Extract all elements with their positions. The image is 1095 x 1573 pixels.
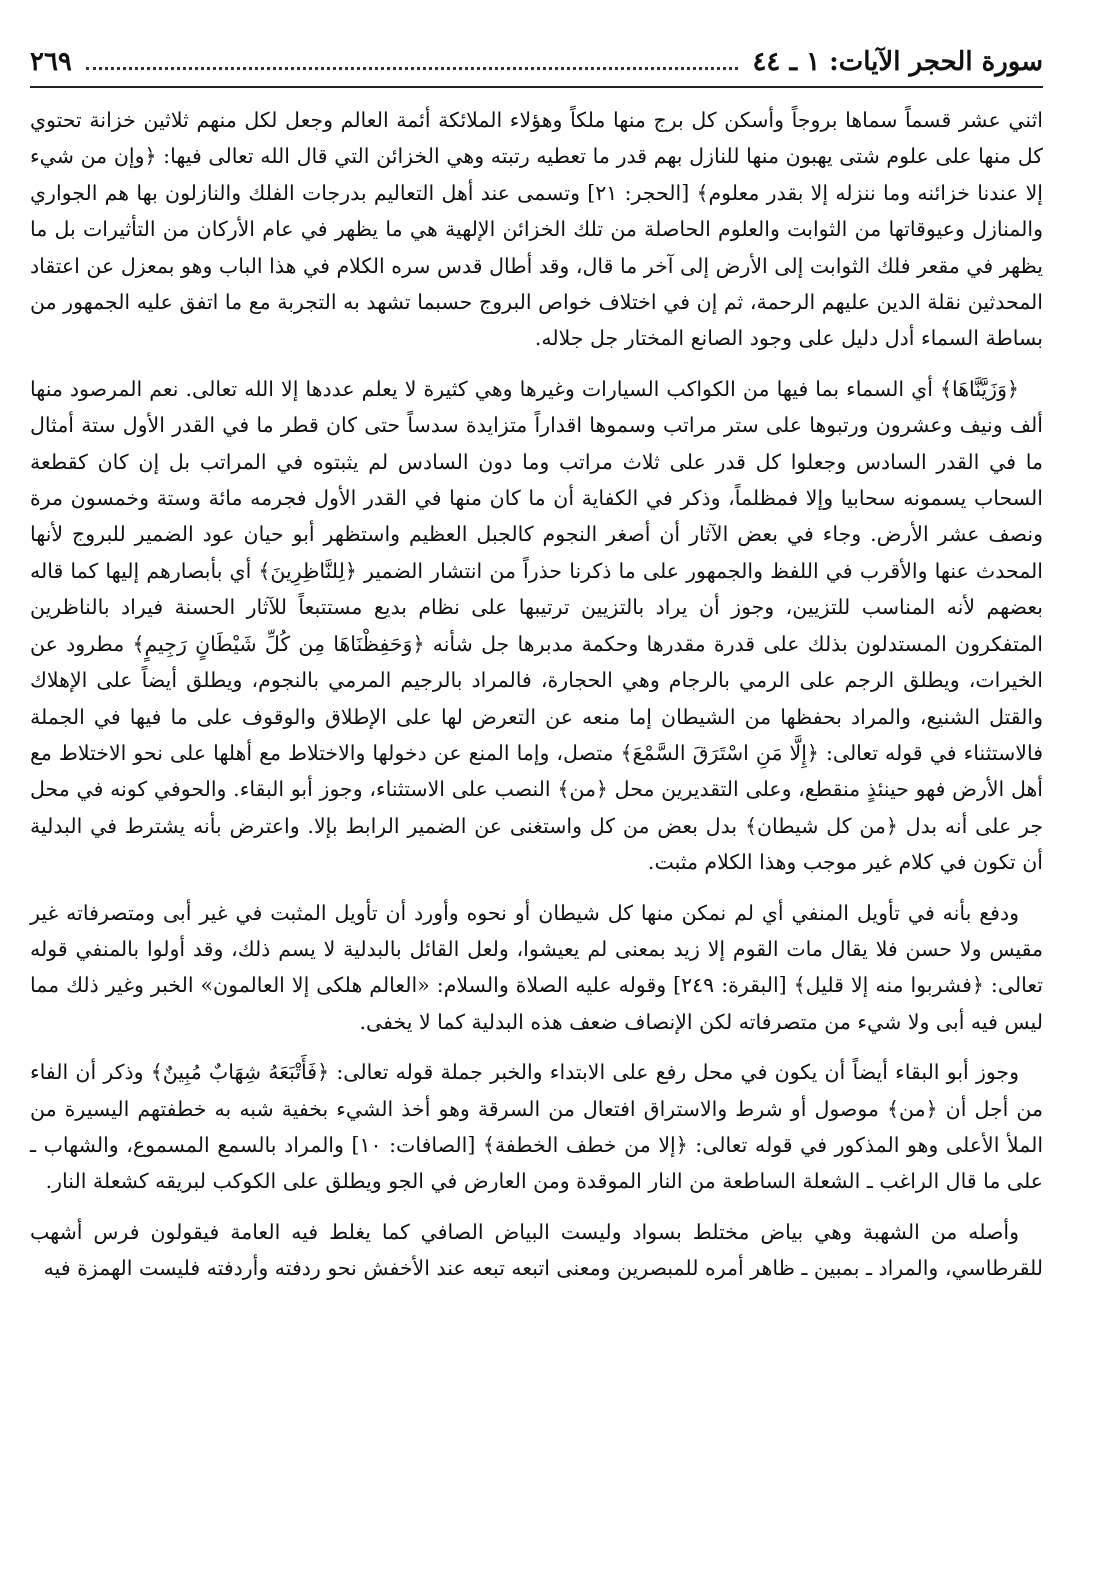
paragraph: اثني عشر قسماً سماها بروجاً وأسكن كل برج منها ملكاً وهؤلاء الملائكة أئمة العالم وجعل لكل منهم ثلاثين خزانة تحتوي كل منها على علوم شتى يهبون منها للنازل بهم قدر ما تعطيه رتبته وهي الخزائن التي قال الله تعالى فيها: ﴿وإن من شيء إلا عندنا خزائنه وما ننزله إلا بقدر معلوم﴾ [الحجر: ٢١] وتسمى عند أهل التعاليم بدرجات الفلك والنازلون بها هم الجواري والمنازل وعيوقاتها من الثوابت والعلوم الحاصلة من تلك الخزائن الإلهية هي ما يظهر في عام الأركان من التأثيرات بل ما يظهر في مقعر فلك الثوابت إلى الأرض إلى آخر ما قال، وقد أطال قدس سره الكلام في هذا الباب وهو بمعزل عن اعتقاد المحدثين نقلة الدين عليهم الرحمة، ثم إن في اختلاف خواص البروج حسبما تشهد به التجربة مع ما اتفق عليه الجمهور من بساطة السماء أدل دليل على وجود الصانع المختار جل جلاله. [30,108,1043,351]
running-title: سورة الحجر الآيات: ١ ـ ٤٤ [752,47,1043,77]
running-header [30,40,1043,88]
paragraph: وجوز أبو البقاء أيضاً أن يكون في محل رفع على الابتداء والخبر جملة قوله تعالى: ﴿فَأَتْبَعَهُ شِهَابٌ مُبِينٌ﴾ وذكر أن الفاء من أجل أن ﴿من﴾ موصول أو شرط والاستراق افتعال من السرقة وهو أخذ الشيء بخفية شبه به خطفتهم اليسيرة من الملأ الأعلى وهو المذكور في قوله تعالى: ﴿إلا من خطف الخطفة﴾ [الصافات: ١٠] والمراد بالسمع المسموع، والشهاب ـ على ما قال الراغب ـ الشعلة الساطعة من النار الموقدة ومن العارض في الجو ويطلق على الكوكب لبريقه كشعلة النار. [30,1060,1044,1194]
paragraph: ودفع بأنه في تأويل المنفي أي لم نمكن منها كل شيطان أو نحوه وأورد أن تأويل المثبت في غير أبى ومتصرفاته غير مقيس ولا حسن فلا يقال مات القوم إلا زيد بمعنى لم يعيشوا، ولعل القائل بالبدلية لا يسم ذلك، وقد أولوا بالمنفي قوله تعالى: ﴿فشربوا منه إلا قليل﴾ [البقرة: ٢٤٩] وقوله عليه الصلاة والسلام: «العالم هلكى إلا العالمون» الخبر وغير ذلك مما ليس فيه أبى ولا شيء من متصرفاته لكن الإنصاف ضعف هذه البدلية كما لا يخفى. [30,900,1043,1034]
dotted-leader [86,41,739,70]
body-text [30,102,1043,1287]
book-page [30,40,1043,1563]
page-number: ٢٦٩ [30,47,72,77]
paragraph: ﴿وَزَيَّنَّاهَا﴾ أي السماء بما فيها من الكواكب السيارات وغيرها وهي كثيرة لا يعلم عددها إلا الله تعالى. نعم المرصود منها ألف ونيف وعشرون ورتبوها على ستر مراتب وسموها اقداراً متزايدة سدساً حتى كان قطر ما في القدر الأول ستة أمثال ما في القدر السادس وجعلوا كل قدر على ثلاث مراتب وما دون السادس لم يثبتوه في المراتب بل إن كان كقطعة السحاب يسمونه سحابيا وإلا فمظلماً، وذكر في الكفاية أن ما كان منها في القدر الأول فجرمه مائة وستة وخمسون مرة ونصف عشر الأرض. وجاء في بعض الآثار أن أصغر النجوم كالجبل العظيم واستظهر أبو حيان عود الضمير للبروج لأنها المحدث عنها والأقرب في اللفظ والجمهور على ما ذكرنا حذراً من انتشار الضمير ﴿لِلنَّاظِرِينَ﴾ أي بأبصارهم إليها كما قاله بعضهم لأنه المناسب للتزيين، وجوز أن يراد بالتزيين ترتيبها على نظام بديع مستتبعاً للآثار الحسنة فيراد بالناظرين المتفكرون المستدلون بذلك على قدرة مقدرها وحكمة مدبرها جل شأنه ﴿وَحَفِظْنَاهَا مِن كُلِّ شَيْطَانٍ رَجِيمٍ﴾ مطرود عن الخيرات، ويطلق الرجم على الرمي بالرجام وهي الحجارة، فالمراد بالرجيم المرمي بالنجوم، ويطلق أيضاً على الإهلاك والقتل الشنيع، والمراد بحفظها من الشيطان إما منعه عن التعرض لها على الإطلاق والوقوف على ما فيها في الجملة فالاستثناء في قوله تعالى: ﴿إِلَّا مَنِ اسْتَرَقَ السَّمْعَ﴾ متصل، وإما المنع عن دخولها والاختلاط مع أهلها على نحو الاختلاط مع أهل الأرض فهو حينئذٍ منقطع، وعلى التقديرين محل ﴿من﴾ النصب على الاستثناء، وجوز أبو البقاء. والحوفي كونه في محل جر على أنه بدل ﴿من كل شيطان﴾ بدل بعض من كل واستغنى عن الضمير الرابط بإلا. واعترض بأنه يشترط في البدلية أن تكون في كلام غير موجب وهذا الكلام مثبت. [30,376,1043,875]
paragraph: وأصله من الشهبة وهي بياض مختلط بسواد وليست البياض الصافي كما يغلط فيه العامة فيقولون فرس أشهب للقرطاسي، والمراد ـ بمبين ـ ظاهر أمره للمبصرين ومعنى اتبعه تبعه عند الأخفش نحو ردفته وأردفته فليست الهمزة فيه [30,1219,1043,1281]
